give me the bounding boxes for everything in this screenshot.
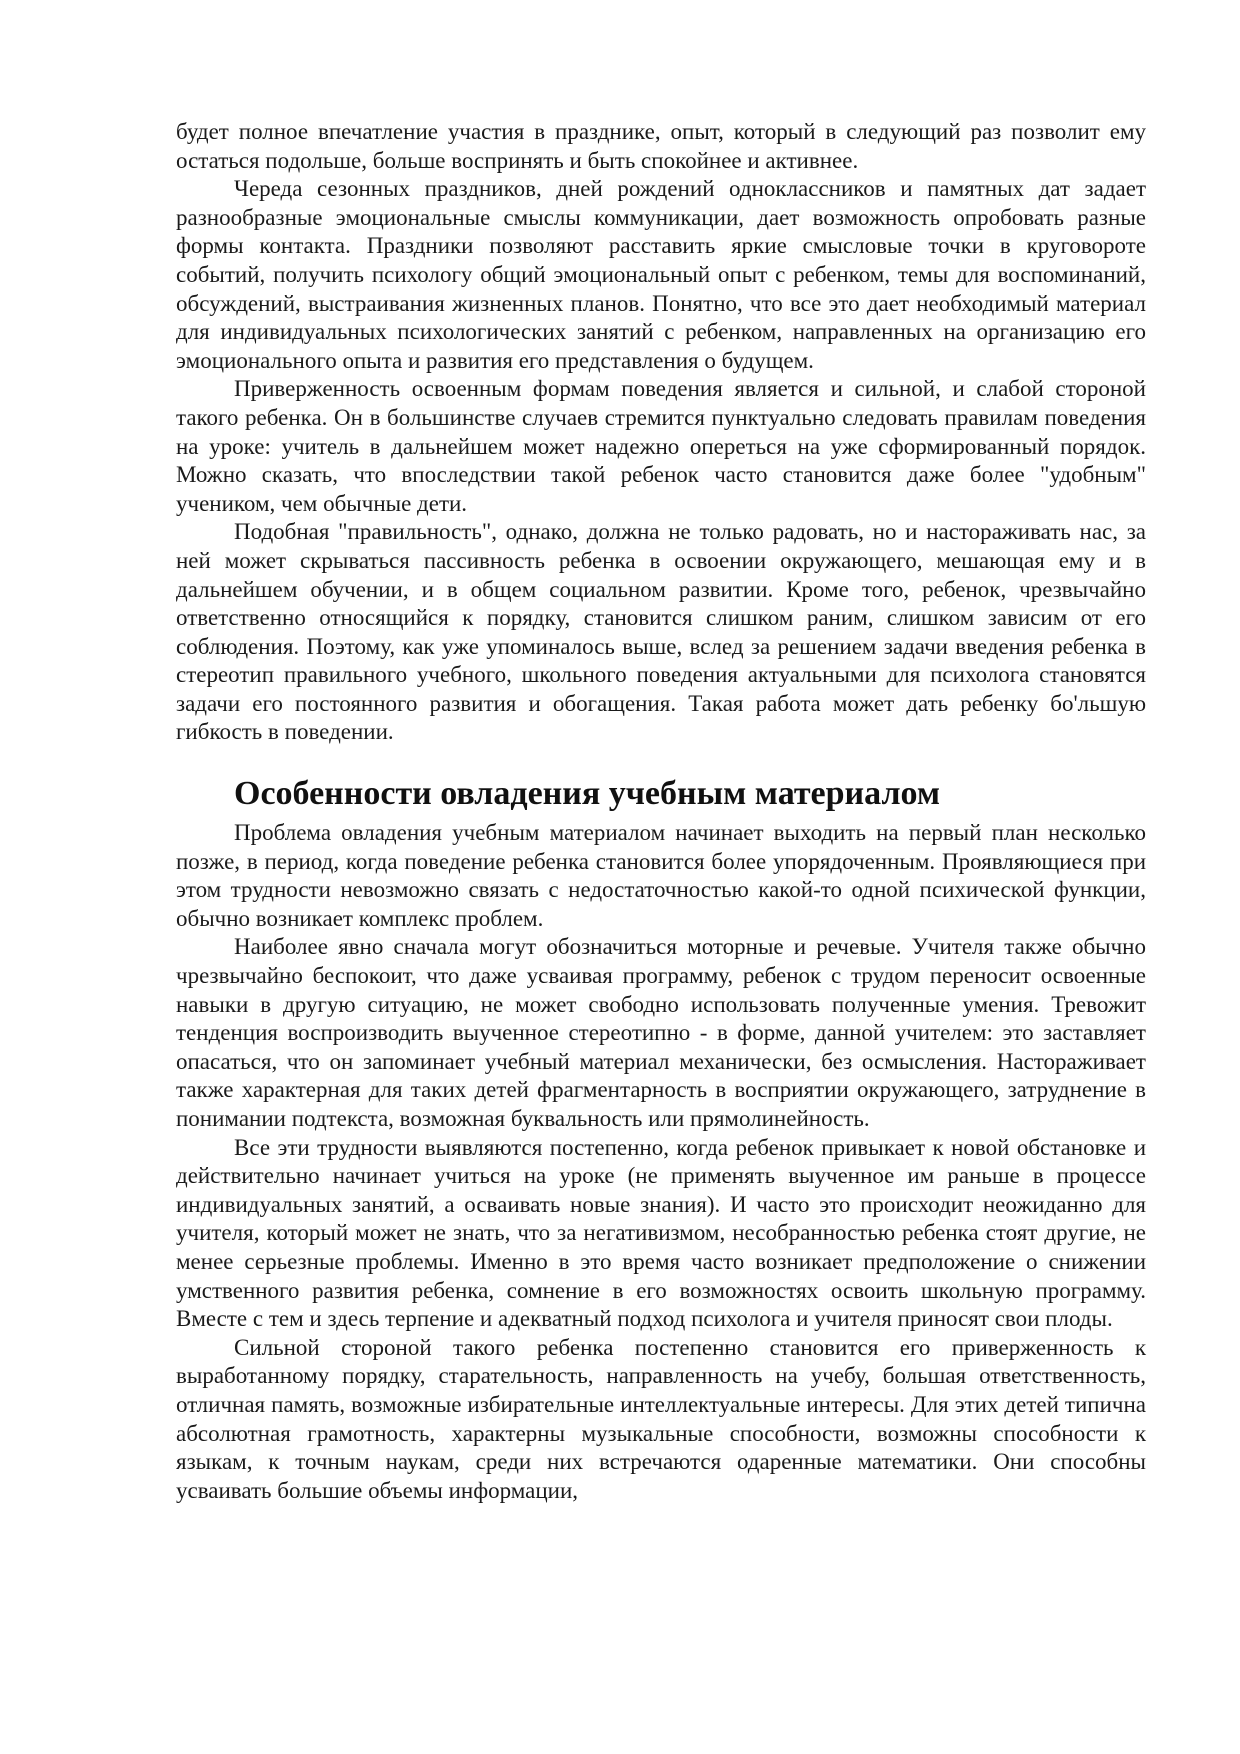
paragraph-correctness: Подобная "правильность", однако, должна не только радовать, но и настораживать нас, за ней может скрываться пассивность ребенка в освоении окружающего, мешающая ему и в дальнейшем обучении, и в общем социальном развитии. Кроме того, ребенок, чрезвычайно ответственно относящийся к порядку, становится слишком раним, слишком зависим от его соблюдения. Поэтому, как уже упоминалось выше, вслед за решением задачи введения ребенка в стереотип правильного учебного, школьного поведения актуальными для психолога становятся задачи его постоянного развития и обогащения. Такая работа может дать ребенку бо'льшую гибкость в поведении. bbox=[176, 519, 1146, 745]
section-heading: Особенности овладения учебным материалом bbox=[234, 775, 941, 813]
paragraph-adherence: Приверженность освоенным формам поведения является и сильной, и слабой стороной такого ребенка. Он в большинстве случаев стремится пунктуально следовать правилам поведения на уроке: учитель в дальнейшем может надежно опереться на уже сформированный порядок. Можно сказать, что впоследствии такой ребенок часто становится даже более "удобным" учеником, чем обычные дети. bbox=[176, 376, 1146, 516]
paragraph-motor-speech: Наиболее явно сначала могут обозначиться моторные и речевые. Учителя также обычно чрезвычайно беспокоит, что даже усваивая программу, ребенок с трудом переносит освоенные навыки в другую ситуацию, не может свободно использовать полученные умения. Тревожит тенденция воспроизводить выученное стереотипно - в форме, данной учителем: это заставляет опасаться, что он запоминает учебный материал механически, без осмысления. Настораживает также характерная для таких детей фрагментарность в восприятии окружающего, затруднение в понимании подтекста, возможная буквальность или прямолинейность. bbox=[176, 934, 1146, 1131]
paragraph-difficulties: Все эти трудности выявляются постепенно, когда ребенок привыкает к новой обстановке и действительно начинает учиться на уроке (не применять выученное им раньше в процессе индивидуальных занятий, а осваивать новые знания). И часто это происходит неожиданно для учителя, который может не знать, что за негативизмом, несобранностью ребенка стоят другие, не менее серьезные проблемы. Именно в это время часто возникает предположение о снижении умственного развития ребенка, сомнение в его возможностях освоить школьную программу. Вместе с тем и здесь терпение и адекватный подход психолога и учителя приносят свои плоды. bbox=[176, 1134, 1146, 1332]
paragraph-continuation: будет полное впечатление участия в празднике, опыт, который в следующий раз позволит ему остаться подольше, больше воспринять и быть спокойнее и активнее. bbox=[176, 119, 1146, 173]
paragraph-holidays: Череда сезонных праздников, дней рождений одноклассников и памятных дат задает разнообразные эмоциональные смыслы коммуникации, дает возможность опробовать разные формы контакта. Праздники позволяют расставить яркие смысловые точки в круговороте событий, получить психологу общий эмоциональный опыт с ребенком, темы для воспоминаний, обсуждений, выстраивания жизненных планов. Понятно, что все это дает необходимый материал для индивидуальных психологических занятий с ребенком, направленных на организацию его эмоционального опыта и развития его представления о будущем. bbox=[176, 176, 1146, 373]
page-content bbox=[176, 118, 1146, 1505]
paragraph-strengths: Сильной стороной такого ребенка постепенно становится его приверженность к выработанному порядку, старательность, направленность на учебу, большая ответственность, отличная память, возможные избирательные интеллектуальные интересы. Для этих детей типична абсолютная грамотность, характерны музыкальные способности, возможны способности к языкам, к точным наукам, среди них встречаются одаренные математики. Они способны усваивать большие объемы информации, bbox=[176, 1334, 1146, 1503]
paragraph-learning-problem: Проблема овладения учебным материалом начинает выходить на первый план несколько позже, в период, когда поведение ребенка становится более упорядоченным. Проявляющиеся при этом трудности невозможно связать с недостаточностью какой-то одной психической функции, обычно возникает комплекс проблем. bbox=[176, 820, 1146, 931]
